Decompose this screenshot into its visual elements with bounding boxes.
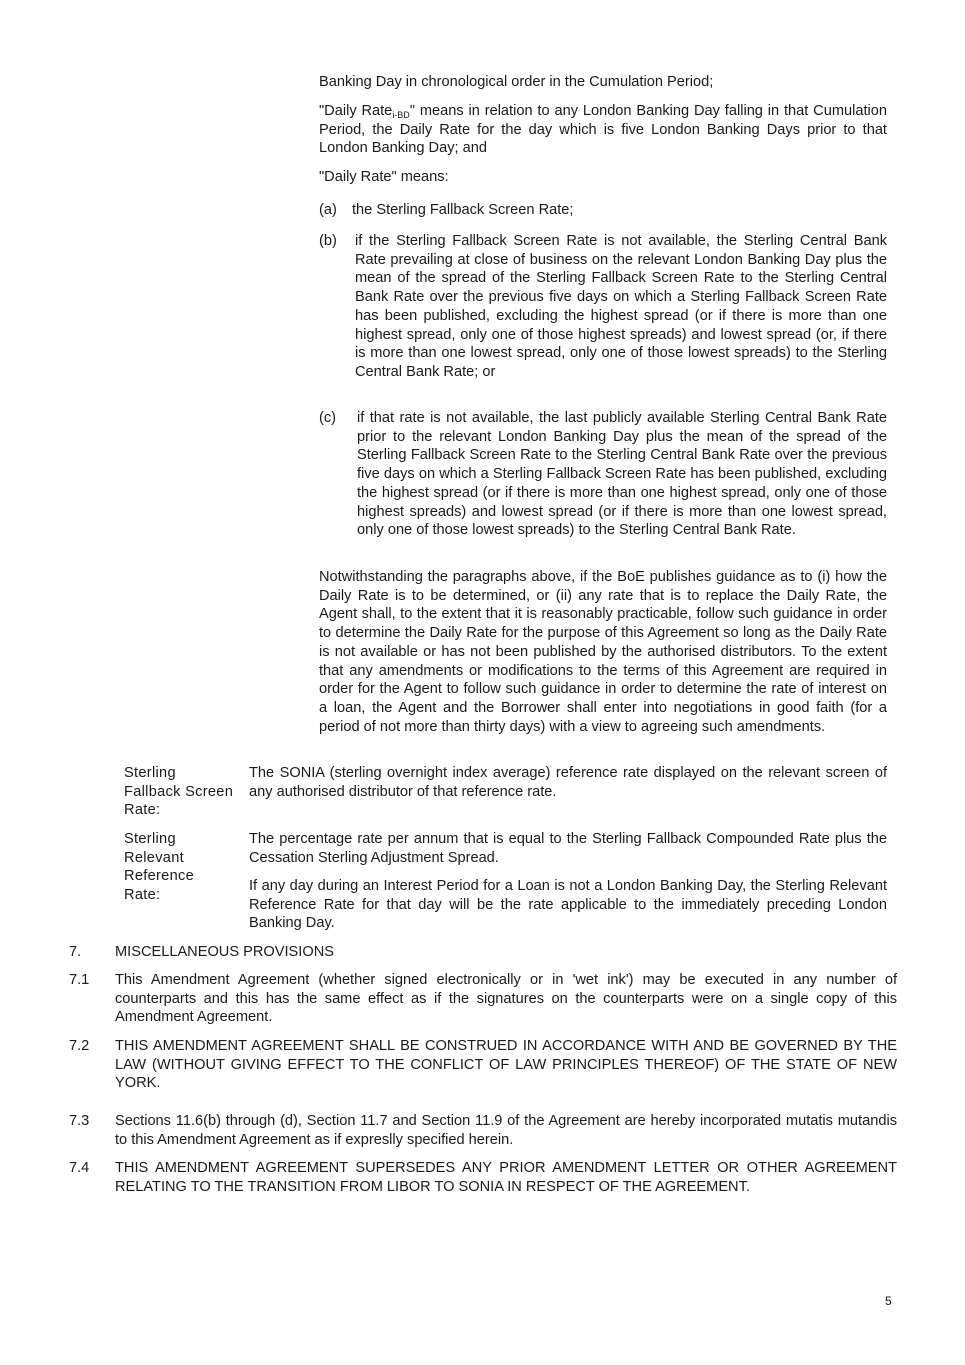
section-heading: MISCELLANEOUS PROVISIONS <box>115 944 334 960</box>
section-number: 7. <box>69 944 82 960</box>
daily-rate-item-c <box>319 409 887 561</box>
list-marker: (c) <box>319 410 337 426</box>
clause-text-7-2: THIS AMENDMENT AGREEMENT SHALL BE CONSTRUED IN ACCORDANCE WITH AND BE GOVERNED BY THE LAW (WITHOUT GIVING EFFECT TO THE CONFLICT OF LAW PRINCIPLES THEREOF) OF THE STATE OF NEW YORK. <box>115 1038 897 1092</box>
notwithstanding-paragraph: Notwithstanding the paragraphs above, if the BoE publishes guidance as to (i) how the Daily Rate is to be determined, or (ii) any rate that is to replace the Daily Rate, the Agent shall, to the extent that it is reasonably practicable, follow such guidance in order to determine the Daily Rate for the purpose of this Agreement so long as the Daily Rate is not available or has not been published by the authorised distributors. To the extent that any amendments or modifications to the terms of this Agreement are required in order for the Agent to follow such guidance in order to determine the rate of interest on a loan, the Agent and the Borrower shall enter into negotiations in good faith (for a period of not more than thirty days) with a view to agreeing such amendments. <box>319 569 887 735</box>
daily-rate-item-b <box>319 232 887 402</box>
daily-rate-ibd-text: " means in relation to any London Banking Day falling in that Cumulation Period, the Daily Rate for the day which is five London Banking Days prior to that London Banking Day; and <box>319 103 888 157</box>
clause-number-7-3: 7.3 <box>69 1113 90 1129</box>
list-item-text: the Sterling Fallback Screen Rate; <box>352 202 574 218</box>
definition-body-sterling-fallback-screen-rate: The SONIA (sterling overnight index average) reference rate displayed on the relevant screen of any authorised distributor of that reference rate. <box>249 765 887 800</box>
page-number: 5 <box>885 1294 892 1308</box>
daily-rate-ibd-definition <box>319 102 887 158</box>
list-item-text: if that rate is not available, the last publicly available Sterling Central Bank Rate prior to the relevant London Banking Day plus the mean of the spread of the Sterling Fallback Screen Rate to the Sterling Central Bank Rate over the previous five days on which a Sterling Fallback Screen Rate has been published, excluding the highest spread (or if there is more than one highest spread, only one of those highest spreads) and lowest spread (or if there is more than one lowest spread, only one of those lowest spreads) to the Sterling Central Bank Rate. <box>357 410 887 539</box>
clause-text-7-4: THIS AMENDMENT AGREEMENT SUPERSEDES ANY PRIOR AMENDMENT LETTER OR OTHER AGREEMENT RELATING TO THE TRANSITION FROM LIBOR TO SONIA IN RESPECT OF THE AGREEMENT. <box>115 1160 897 1195</box>
clause-number-7-1: 7.1 <box>69 972 90 988</box>
list-item-text: if the Sterling Fallback Screen Rate is not available, the Sterling Central Bank Rate prevailing at close of business on the relevant London Banking Day plus the mean of the spread of the Sterling Fallback Screen Rate to the Sterling Central Bank Rate over the previous five days on which a Sterling Fallback Screen Rate has been published, excluding the highest spread (or if there is more than one highest spread, only one of those highest spreads) and lowest spread (or, if there is more than one lowest spread, only one of those lowest spreads) to the Sterling Central Bank Rate; or <box>355 233 887 380</box>
list-marker: (a) <box>319 202 337 218</box>
definition-body-sterling-relevant-reference-rate-2: If any day during an Interest Period for a Loan is not a London Banking Day, the Sterling Relevant Reference Rate for that day will be the rate applicable to the immediately preceding London Banking Day. <box>249 878 887 932</box>
list-marker: (b) <box>319 233 337 249</box>
definition-term-sterling-relevant-reference-rate: Sterling Relevant Reference Rate: <box>124 831 195 904</box>
daily-rate-ibd-subscript: i-BD <box>392 110 410 120</box>
daily-rate-ibd-term: "Daily Rate <box>319 103 393 119</box>
continuation-paragraph: Banking Day in chronological order in the Cumulation Period; <box>319 74 714 90</box>
clause-number-7-2: 7.2 <box>69 1038 90 1054</box>
daily-rate-intro: "Daily Rate" means: <box>319 169 449 185</box>
clause-text-7-3: Sections 11.6(b) through (d), Section 11.7 and Section 11.9 of the Agreement are hereby incorporated mutatis mutandis to this Amendment Agreement as if expreslly specified herein. <box>115 1113 897 1148</box>
definition-term-sterling-fallback-screen-rate: Sterling Fallback Screen Rate: <box>124 765 234 819</box>
clause-number-7-4: 7.4 <box>69 1160 90 1176</box>
daily-rate-item-a <box>319 201 887 221</box>
clause-text-7-1: This Amendment Agreement (whether signed electronically or in 'wet ink') may be executed in any number of counterparts and this has the same effect as if the signatures on the counterparts were on a single copy of this Amendment Agreement. <box>115 972 897 1026</box>
definition-body-sterling-relevant-reference-rate-1: The percentage rate per annum that is equal to the Sterling Fallback Compounded Rate plus the Cessation Sterling Adjustment Spread. <box>249 831 887 866</box>
